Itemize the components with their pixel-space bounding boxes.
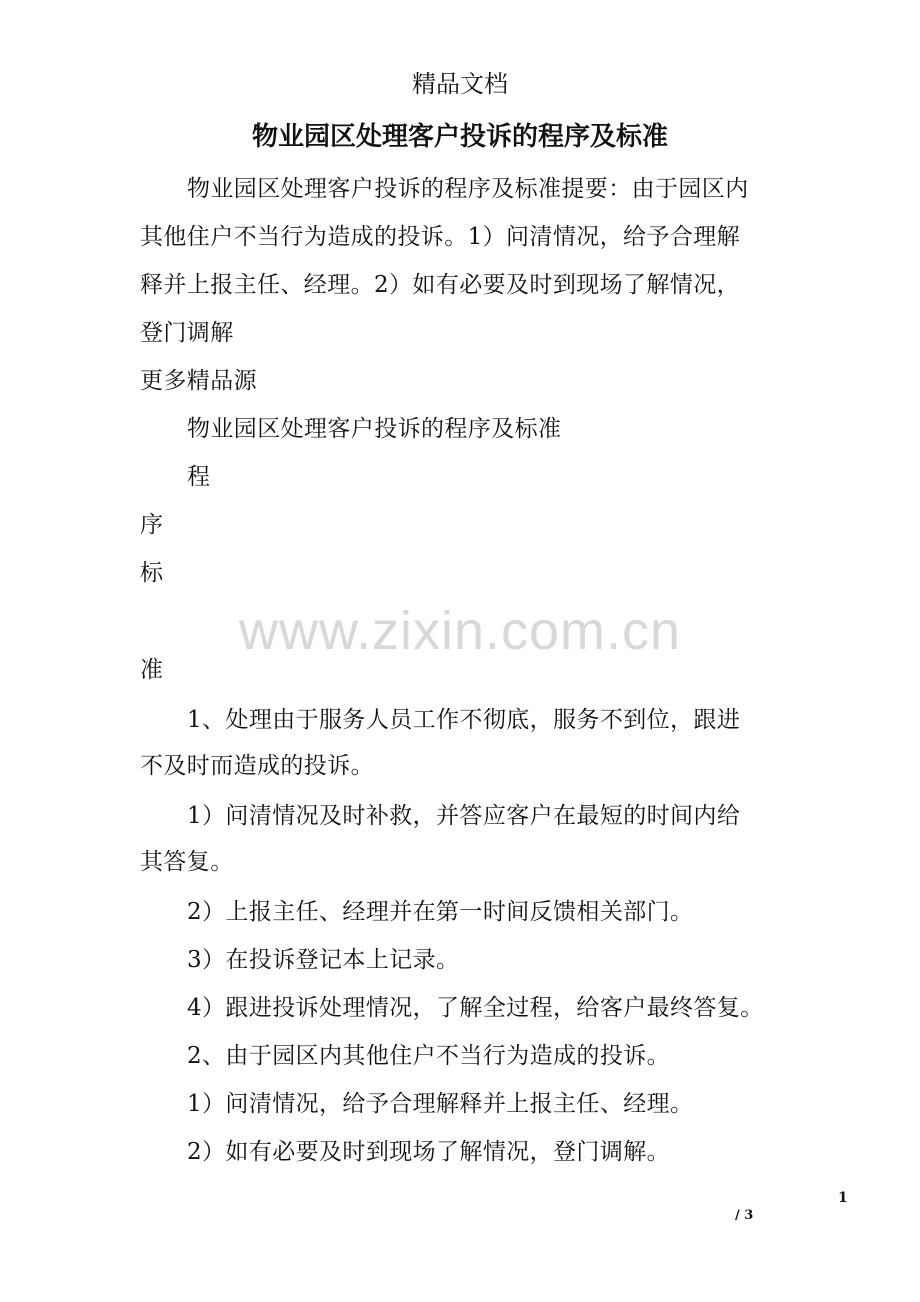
abstract-line-2: 其他住户不当行为造成的投诉。1）问清情况，给予合理解 (140, 224, 741, 250)
document-title: 物业园区处理客户投诉的程序及标准 (251, 122, 668, 152)
document-header: 精品文档 (412, 70, 508, 98)
abstract-line-1: 物业园区处理客户投诉的程序及标准提要：由于园区内 (187, 176, 749, 202)
section-1-item-2: 2）上报主任、经理并在第一时间反馈相关部门。 (187, 899, 694, 925)
section-2-heading: 2、由于园区内其他住户不当行为造成的投诉。 (187, 1043, 671, 1069)
section-1-item-1-line-2: 其答复。 (140, 849, 234, 875)
section-1-item-3: 3）在投诉登记本上记录。 (187, 947, 460, 973)
section-2-item-2: 2）如有必要及时到现场了解情况，登门调解。 (187, 1139, 671, 1165)
section-subtitle: 物业园区处理客户投诉的程序及标准 (187, 416, 562, 442)
abstract-line-3: 释并上报主任、经理。2）如有必要及时到现场了解情况， (140, 272, 741, 298)
abstract-line-4: 登门调解 (140, 320, 234, 346)
section-2-item-1: 1）问清情况，给予合理解释并上报主任、经理。 (187, 1091, 694, 1117)
vertical-char-4: 准 (140, 657, 164, 683)
section-1-line-1: 1、处理由于服务人员工作不彻底，服务不到位，跟进 (187, 707, 741, 733)
page-number: 1 (838, 1190, 848, 1206)
more-source-text: 更多精品源 (140, 368, 257, 394)
page-total: / 3 (735, 1208, 754, 1223)
watermark-text: www.zixin.com.cn (238, 601, 682, 661)
section-1-line-2: 不及时而造成的投诉。 (140, 753, 374, 779)
vertical-char-3: 标 (140, 560, 164, 586)
vertical-char-2: 序 (140, 512, 164, 538)
section-1-item-1-line-1: 1）问清情况及时补救，并答应客户在最短的时间内给 (187, 803, 741, 829)
vertical-char-1: 程 (187, 464, 211, 490)
section-1-item-4: 4）跟进投诉处理情况，了解全过程，给客户最终答复。 (187, 995, 764, 1021)
